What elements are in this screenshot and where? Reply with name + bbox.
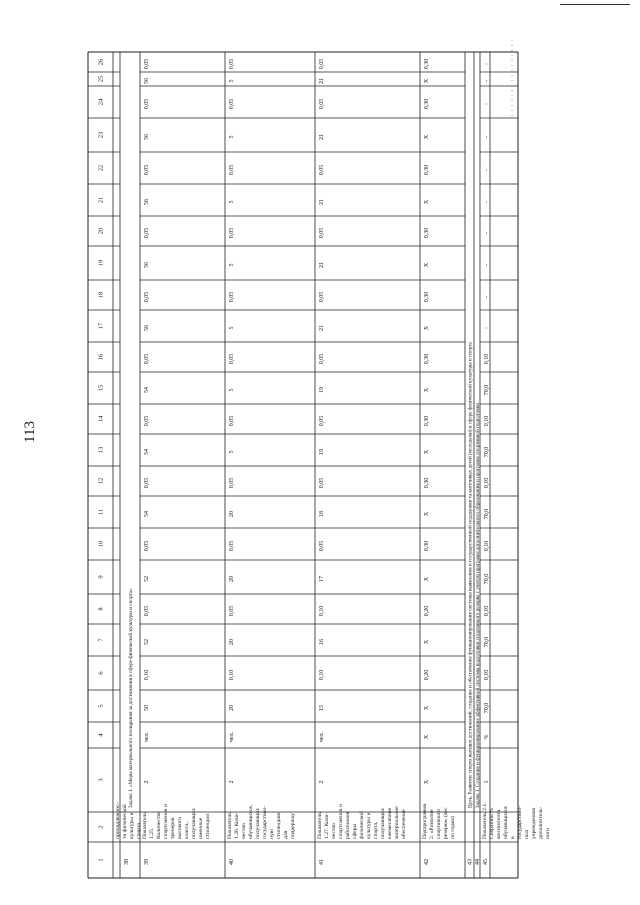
row-label-line: ежемесячное: [387, 807, 393, 839]
table-cell: 56: [144, 134, 150, 140]
table-cell: 0,05: [319, 540, 325, 552]
header-number-19: 19: [97, 259, 105, 267]
table-cell: X: [424, 705, 430, 711]
table-cell: чел.: [319, 731, 325, 743]
table-grid: [88, 40, 518, 878]
row-label-line: государствен-: [262, 806, 268, 839]
header-number-21: 21: [97, 196, 105, 204]
table-cell: X: [424, 78, 430, 84]
row-label-line: ного: [545, 828, 551, 839]
table-cell: 56: [144, 78, 150, 84]
table-cell: 0,30: [424, 227, 430, 239]
row-label-line: стипендии: [205, 813, 211, 839]
table-cell: 0,05: [144, 415, 150, 427]
table-cell: X: [424, 387, 430, 393]
row-number-43: 43: [467, 859, 474, 865]
row-label-line: стипендию: [276, 812, 282, 839]
table-cell: 5: [229, 326, 235, 330]
table-cell: -: [484, 232, 490, 234]
row-label-line: 1.27. Коли-: [324, 812, 330, 839]
table-cell: 21: [319, 262, 325, 268]
header-number-22: 22: [97, 164, 105, 172]
table-cell: 0,05: [144, 291, 150, 303]
row-number-42: 42: [424, 859, 430, 865]
table-cell: 21: [319, 199, 325, 205]
table-cell: X: [424, 199, 430, 205]
table-cell: 0,05: [144, 227, 150, 239]
row-label-line: 2. «Развитие: [429, 809, 435, 839]
row-label-line: в: [510, 836, 516, 839]
row-number-41: 41: [319, 859, 325, 865]
header-number-23: 23: [97, 131, 105, 139]
table-cell: -: [484, 103, 490, 105]
table-cell: 5: [229, 200, 235, 204]
table-cell: 0,30: [424, 164, 430, 176]
row-label-line: поддержку: [290, 813, 296, 839]
table-cell: 21: [319, 134, 325, 140]
table-cell: 0,05: [319, 353, 325, 365]
row-number-44: 44: [475, 859, 481, 865]
row-label-line: контингента: [496, 809, 502, 839]
row-number-45: 45: [483, 859, 489, 865]
table-cell: 0,30: [424, 98, 430, 110]
header-number-16: 16: [97, 353, 105, 361]
table-cell: 50: [144, 705, 150, 711]
table-cell: 0,05: [229, 291, 235, 303]
table-cell: -: [484, 80, 490, 82]
table-cell: -: [484, 63, 490, 65]
table-cell: 2: [319, 780, 325, 784]
table-cell: 0,05: [144, 605, 150, 617]
table-cell: 0,10: [484, 605, 490, 617]
row-label-line: получающих: [380, 808, 386, 839]
table-cell: X: [424, 511, 430, 517]
row-label-line: 1.25.: [149, 827, 155, 839]
table-cell: 0,05: [144, 98, 150, 110]
table-cell: 0,20: [424, 669, 430, 681]
row-label-line: ную: [269, 829, 275, 839]
row-label-line: Сохранность: [489, 808, 495, 839]
table-cell: чел.: [229, 731, 235, 743]
row-number-38: 38: [124, 859, 130, 865]
table-cell: X: [424, 639, 430, 645]
table-cell: 0,30: [424, 353, 430, 365]
table-cell: 0,30: [424, 415, 430, 427]
table-cell: 19: [319, 449, 325, 455]
table-cell: 18: [319, 511, 325, 517]
table-cell: 54: [144, 449, 150, 455]
row-number-40: 40: [229, 859, 235, 865]
table-cell: 0,05: [319, 415, 325, 427]
table-cell: 2: [229, 780, 235, 784]
table-cell: 70,0: [484, 636, 490, 648]
row-label-line: обеспечение: [401, 809, 407, 839]
row-label-line: физической: [359, 811, 365, 839]
row-label-line: принадлежнос-: [115, 802, 121, 839]
table-cell: -: [484, 296, 490, 298]
table-cell: 5: [229, 135, 235, 139]
header-number-2: 2: [97, 825, 105, 829]
table-cell: 54: [144, 387, 150, 393]
table-cell: 17: [319, 576, 325, 582]
header-number-20: 20: [97, 227, 105, 235]
table-cell: 20: [229, 639, 235, 645]
table-cell: 0,30: [424, 540, 430, 552]
row-label-line: Показатель: [142, 812, 148, 839]
row-label-line: Показатель 2.1.: [482, 802, 488, 839]
table-cell: 21: [319, 78, 325, 84]
row-label-line: ных: [524, 829, 530, 839]
row-label-line: дополнитель-: [538, 806, 544, 839]
row-label-line: работников: [345, 811, 351, 839]
table-cell: 0,05: [229, 164, 235, 176]
table-cell: 21: [319, 325, 325, 331]
row-label-line: государствен-: [517, 806, 523, 839]
header-number-11: 11: [97, 508, 105, 516]
table-cell: -: [484, 201, 490, 203]
table-cell: 70,0: [484, 702, 490, 714]
table-cell: 2: [144, 780, 150, 784]
table-cell: 70,0: [484, 446, 490, 458]
row-label-line: чество: [241, 823, 247, 839]
row-label-line: спорта: [136, 823, 142, 839]
page-number: 113: [22, 421, 38, 443]
table-cell: 0,10: [484, 669, 490, 681]
table-cell: 56: [144, 325, 150, 331]
row-label-line: Показатель: [317, 812, 323, 839]
table-cell: 0,20: [424, 605, 430, 617]
row-label-line: получающих: [255, 808, 261, 839]
header-number-1: 1: [97, 858, 105, 862]
header-number-12: 12: [97, 477, 105, 485]
header-number-7: 7: [97, 638, 105, 642]
table-cell: -: [484, 264, 490, 266]
table-cell: 20: [229, 511, 235, 517]
table-cell: чел.: [144, 731, 150, 743]
row-label-line: чество: [331, 823, 337, 839]
header-number-14: 14: [97, 415, 105, 423]
table-cell: 0,05: [144, 58, 150, 70]
row-label-line: сферы: [352, 823, 358, 839]
band-text-r43: Цель. Развитие спорта высших достижений, создание и обеспечение функционирования системы выявления и государственной поддержки талантливых детей (молодежи) в сфере физической культуры и спорта: [467, 342, 474, 808]
row-label-line: культуры и: [366, 812, 372, 839]
table-cell: X: [424, 779, 430, 785]
header-number-18: 18: [97, 291, 105, 299]
table-cell: 0,05: [229, 605, 235, 617]
header-number-4: 4: [97, 733, 105, 737]
header-number-17: 17: [97, 322, 105, 330]
row-label-line: резерва» (вес: [443, 807, 449, 839]
table-cell: 0,05: [229, 415, 235, 427]
table-cell: X: [424, 134, 430, 140]
row-label-line: высокого: [177, 817, 183, 839]
table-cell: 0,10: [484, 415, 490, 427]
header-number-9: 9: [97, 575, 105, 579]
table-cell: 0,05: [229, 353, 235, 365]
table-cell: 0,10: [484, 540, 490, 552]
row-label-line: именные: [198, 817, 204, 839]
table-cell: 20: [229, 576, 235, 582]
table-cell: 70,0: [484, 384, 490, 396]
header-number-13: 13: [97, 446, 105, 454]
table-cell: %: [484, 734, 490, 740]
header-number-24: 24: [97, 98, 105, 106]
row-label-line: спорта,: [373, 821, 379, 839]
table-cell: X: [424, 576, 430, 582]
band-text-r38: Задача 1. «Меры материального поощрения за достижения в сфере физической культуры и спорта»: [128, 588, 134, 808]
table-cell: 0,10: [484, 353, 490, 365]
row-number-39: 39: [144, 859, 150, 865]
table-cell: 0,05: [319, 477, 325, 489]
header-number-5: 5: [97, 704, 105, 708]
table-cell: 19: [319, 387, 325, 393]
table-cell: X: [424, 325, 430, 331]
table-cell: 0,05: [229, 540, 235, 552]
table-cell: 52: [144, 639, 150, 645]
table-cell: 70,0: [484, 508, 490, 520]
table-cell: 56: [144, 199, 150, 205]
table-cell: 0,05: [319, 291, 325, 303]
table-cell: 0,05: [144, 164, 150, 176]
band-text-r44: Задача 1. Создание и функционирование эффективной системы подготовки спортивного резерва с учетом программ дополнительного образования и программ спортивной подготовки: [475, 402, 481, 808]
row-label-line: Подпрограмма: [422, 803, 428, 839]
table-cell: 0,05: [144, 477, 150, 489]
table-cell: 0,10: [484, 477, 490, 489]
row-label-line: тренеров: [170, 817, 176, 839]
table-cell: 0,05: [229, 477, 235, 489]
table-cell: X: [424, 734, 430, 740]
header-number-15: 15: [97, 384, 105, 392]
header-number-26: 26: [97, 58, 105, 66]
table-cell: 0,30: [424, 58, 430, 70]
row-label-line: спортсменов и: [163, 804, 169, 839]
row-label-line: для: [283, 830, 289, 839]
table-cell: -: [484, 169, 490, 171]
table-cell: 20: [229, 705, 235, 711]
row-label-line: получающих: [191, 808, 197, 839]
header-number-10: 10: [97, 540, 105, 548]
table-cell: 0,05: [319, 58, 325, 70]
table-cell: 0,10: [229, 669, 235, 681]
table-cell: 0,05: [319, 98, 325, 110]
table-cell: X: [424, 449, 430, 455]
table-cell: 70,0: [484, 573, 490, 585]
header-number-8: 8: [97, 607, 105, 611]
table-cell: 52: [144, 576, 150, 582]
table-cell: 0,10: [319, 669, 325, 681]
row-label-line: ти физической: [122, 804, 128, 839]
table-cell: 0,10: [144, 669, 150, 681]
row-label-line: 1.26. Коли-: [234, 812, 240, 839]
table-cell: -: [484, 136, 490, 138]
table-cell: 0,05: [144, 353, 150, 365]
table-cell: 5: [229, 263, 235, 267]
table-cell: 5: [229, 450, 235, 454]
table-cell: 16: [319, 639, 325, 645]
table-cell: -: [484, 327, 490, 329]
row-label-line: по годам): [450, 816, 456, 839]
table-cell: 0,10: [319, 605, 325, 617]
table-cell: 0,30: [424, 291, 430, 303]
row-label-line: учреждениях: [531, 807, 537, 839]
row-label-line: культуры и: [129, 812, 135, 839]
table-cell: X: [424, 262, 430, 268]
table-cell: 0,30: [424, 477, 430, 489]
header-number-25: 25: [97, 75, 105, 83]
table-cell: 56: [144, 262, 150, 268]
table-cell: 5: [229, 79, 235, 83]
header-number-3: 3: [97, 778, 105, 782]
row-label-line: обучающихся: [503, 806, 509, 839]
table-cell: 54: [144, 511, 150, 517]
table-cell: 0,05: [229, 58, 235, 70]
row-label-line: Количество: [156, 811, 162, 839]
row-label-line: класса,: [184, 822, 190, 839]
row-label-line: спортсменов и: [338, 804, 344, 839]
row-label-line: Показатель: [227, 812, 233, 839]
table-cell: 0,05: [319, 164, 325, 176]
table-cell: 15: [319, 705, 325, 711]
row-label-line: спортивного: [436, 809, 442, 839]
table-cell: 0,05: [229, 227, 235, 239]
row-label-line: материальное: [394, 806, 400, 839]
header-number-6: 6: [97, 671, 105, 675]
table-cell: 5: [229, 388, 235, 392]
row-label-line: обучающихся,: [248, 804, 254, 839]
table-cell: 0,05: [144, 540, 150, 552]
table-cell: 1: [484, 780, 490, 784]
table-cell: 0,05: [319, 227, 325, 239]
table-cell: 0,05: [229, 98, 235, 110]
table-cells: [98, 58, 552, 865]
